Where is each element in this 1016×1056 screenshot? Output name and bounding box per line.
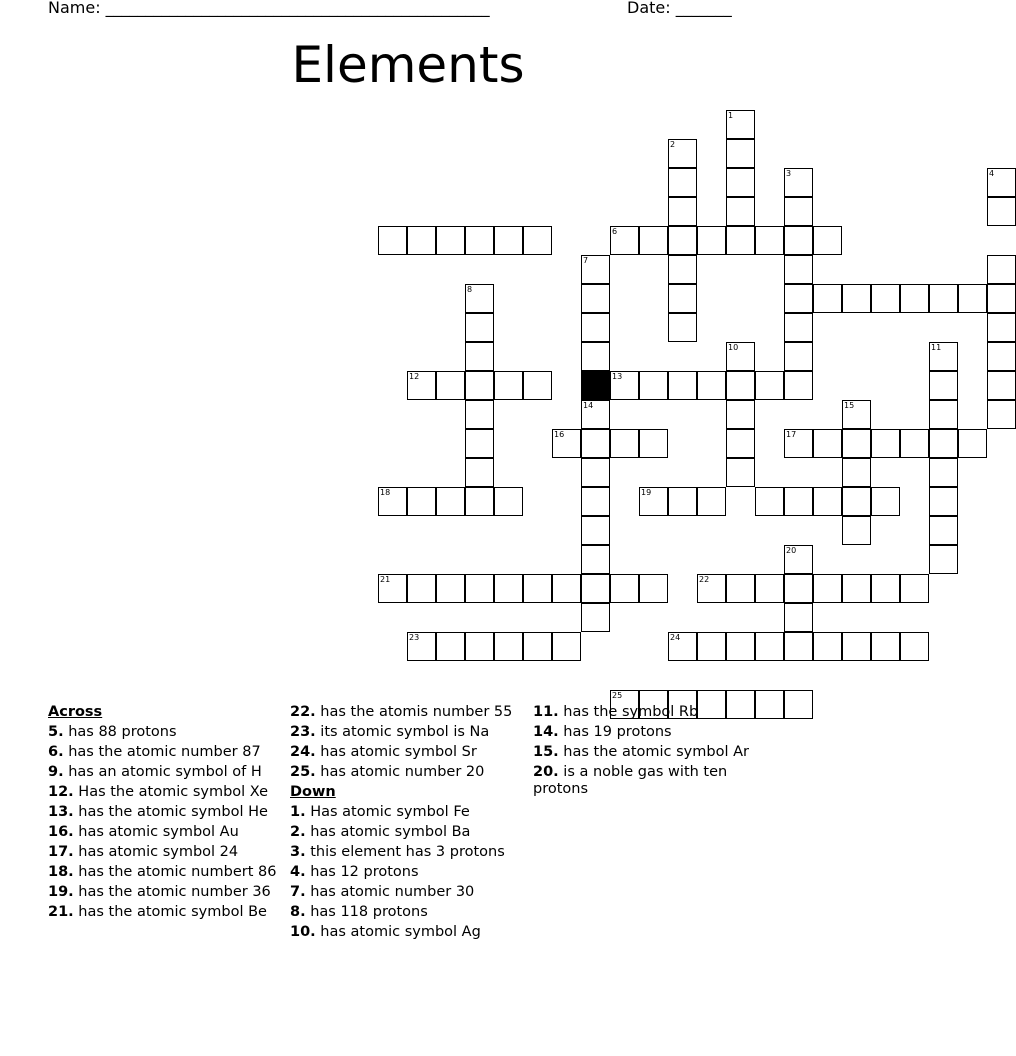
clue-item (533, 764, 773, 798)
clue-item-text: Has atomic symbol Fe (305, 804, 470, 820)
clue-item-number: 22. (290, 704, 316, 720)
clue-item-number: 7. (290, 884, 306, 900)
clue-item (48, 764, 280, 781)
grid-cell[interactable] (755, 226, 784, 255)
grid-cell[interactable] (639, 574, 668, 603)
clue-item-text: has an atomic symbol of H (63, 764, 262, 780)
grid-cell[interactable] (726, 226, 755, 255)
clue-item-text: has 19 protons (558, 724, 672, 740)
grid-cell[interactable] (929, 487, 958, 516)
grid-cell[interactable] (784, 574, 813, 603)
grid-cell[interactable] (987, 255, 1016, 284)
grid-cell[interactable] (813, 487, 842, 516)
clue-item-number: 25. (290, 764, 316, 780)
clues-column-2 (290, 701, 530, 941)
grid-cell[interactable] (871, 429, 900, 458)
clue-item-text: has the atomic symbol Ar (558, 744, 749, 760)
grid-cell[interactable] (987, 168, 1016, 197)
clue-item (533, 704, 773, 721)
clue-item-text: has the atomic number 36 (73, 884, 271, 900)
grid-cell[interactable] (407, 574, 436, 603)
grid-cell[interactable] (755, 487, 784, 516)
clue-item-text: has atomic symbol Sr (315, 744, 477, 760)
grid-cell[interactable] (581, 603, 610, 632)
clue-item-number: 11. (533, 704, 559, 720)
grid-cell[interactable] (378, 226, 407, 255)
grid-cell[interactable] (668, 632, 697, 661)
grid-cell[interactable] (697, 574, 726, 603)
grid-cell[interactable] (726, 168, 755, 197)
grid-cell[interactable] (581, 400, 610, 429)
grid-cell[interactable] (929, 429, 958, 458)
clue-item (48, 904, 280, 921)
name-field[interactable]: Name: ________________________________________________ (48, 0, 490, 17)
grid-cell[interactable] (494, 632, 523, 661)
grid-cell[interactable] (668, 284, 697, 313)
grid-cell[interactable] (813, 226, 842, 255)
grid-cell[interactable] (784, 226, 813, 255)
clue-number: 11 (931, 343, 942, 352)
clue-number: 22 (699, 575, 710, 584)
clue-item (290, 864, 530, 881)
clue-item-number: 2. (290, 824, 306, 840)
clue-item-text: is a noble gas with ten protons (533, 764, 728, 797)
grid-cell[interactable] (813, 429, 842, 458)
clue-item-number: 19. (48, 884, 74, 900)
grid-cell[interactable] (842, 487, 871, 516)
clue-item-number: 3. (290, 844, 306, 860)
grid-cell[interactable] (929, 458, 958, 487)
clue-item-number: 16. (48, 824, 74, 840)
grid-cell[interactable] (784, 545, 813, 574)
clue-number: 8 (467, 285, 473, 294)
clue-item-text: has the atomic symbol He (73, 804, 268, 820)
clue-item-text: has 88 protons (63, 724, 177, 740)
grid-cell[interactable] (639, 487, 668, 516)
grid-cell[interactable] (581, 487, 610, 516)
grid-cell[interactable] (784, 603, 813, 632)
clue-item (290, 844, 530, 861)
clue-item (290, 724, 530, 741)
clue-item-number: 24. (290, 744, 316, 760)
grid-cell[interactable] (581, 342, 610, 371)
clue-number: 6 (612, 227, 618, 236)
grid-cell[interactable] (900, 574, 929, 603)
clue-item-text: has atomic symbol Au (73, 824, 239, 840)
grid-cell[interactable] (639, 371, 668, 400)
grid-cell[interactable] (726, 197, 755, 226)
grid-cell[interactable] (465, 574, 494, 603)
clue-item-number: 23. (290, 724, 316, 740)
grid-cell[interactable] (465, 371, 494, 400)
clue-number: 12 (409, 372, 420, 381)
grid-cell[interactable] (755, 632, 784, 661)
grid-cell[interactable] (610, 226, 639, 255)
grid-cell[interactable] (552, 429, 581, 458)
clue-item-number: 1. (290, 804, 306, 820)
clue-item (48, 864, 280, 881)
clue-item-text: has the atomis number 55 (315, 704, 513, 720)
grid-cell[interactable] (726, 574, 755, 603)
grid-cell[interactable] (813, 284, 842, 313)
clue-item (290, 924, 530, 941)
grid-cell[interactable] (465, 458, 494, 487)
page-title: Elements (291, 36, 525, 94)
grid-cell[interactable] (581, 255, 610, 284)
grid-cell[interactable] (465, 429, 494, 458)
grid-cell[interactable] (668, 255, 697, 284)
grid-cell[interactable] (436, 632, 465, 661)
grid-cell[interactable] (958, 429, 987, 458)
clue-item-text: has the atomic numbert 86 (73, 864, 277, 880)
clues-column-1 (48, 701, 280, 921)
grid-cell[interactable] (900, 284, 929, 313)
grid-cell[interactable] (813, 574, 842, 603)
grid-cell[interactable] (378, 574, 407, 603)
grid-cell[interactable] (697, 487, 726, 516)
grid-cell[interactable] (581, 429, 610, 458)
grid-cell[interactable] (465, 313, 494, 342)
clue-item-text: has the symbol Rb (558, 704, 699, 720)
clue-item-number: 13. (48, 804, 74, 820)
grid-cell[interactable] (842, 574, 871, 603)
grid-cell[interactable] (987, 371, 1016, 400)
grid-cell[interactable] (581, 284, 610, 313)
grid-cell[interactable] (784, 255, 813, 284)
grid-cell[interactable] (784, 632, 813, 661)
clue-item (48, 884, 280, 901)
clue-item-text: has 118 protons (305, 904, 428, 920)
clue-item (48, 844, 280, 861)
clue-number: 15 (844, 401, 855, 410)
grid-cell[interactable] (929, 516, 958, 545)
clue-item-number: 10. (290, 924, 316, 940)
grid-cell[interactable] (929, 342, 958, 371)
grid-cell[interactable] (755, 574, 784, 603)
clue-section-heading: Across (48, 704, 103, 720)
grid-cell[interactable] (523, 574, 552, 603)
clue-number: 4 (989, 169, 995, 178)
clue-number: 18 (380, 488, 391, 497)
grid-cell[interactable] (465, 342, 494, 371)
clue-number: 7 (583, 256, 589, 265)
grid-cell[interactable] (581, 516, 610, 545)
clue-item-text: Has the atomic symbol Xe (73, 784, 269, 800)
clue-item (48, 744, 280, 761)
grid-cell[interactable] (842, 284, 871, 313)
grid-cell[interactable] (697, 632, 726, 661)
grid-cell[interactable] (668, 168, 697, 197)
clue-item (290, 904, 530, 921)
clue-number: 25 (612, 691, 623, 700)
grid-cell[interactable] (813, 632, 842, 661)
grid-cell[interactable] (755, 371, 784, 400)
clue-item-text: has the atomic symbol Be (73, 904, 267, 920)
clue-number: 1 (728, 111, 734, 120)
clue-item-text: has atomic symbol Ag (315, 924, 481, 940)
clue-item (290, 824, 530, 841)
grid-cell[interactable] (552, 632, 581, 661)
grid-cell[interactable] (465, 284, 494, 313)
grid-cell[interactable] (987, 342, 1016, 371)
grid-cell[interactable] (784, 313, 813, 342)
grid-cell[interactable] (726, 139, 755, 168)
grid-cell[interactable] (465, 400, 494, 429)
grid-cell[interactable] (668, 313, 697, 342)
clue-item (533, 744, 773, 761)
clue-item (290, 884, 530, 901)
grid-cell[interactable] (987, 400, 1016, 429)
grid-cell[interactable] (436, 371, 465, 400)
grid-cell[interactable] (726, 400, 755, 429)
grid-cell[interactable] (668, 139, 697, 168)
grid-cell[interactable] (987, 284, 1016, 313)
clue-item (48, 724, 280, 741)
grid-cell[interactable] (784, 168, 813, 197)
grid-cell[interactable] (900, 632, 929, 661)
grid-cell[interactable] (697, 371, 726, 400)
grid-cell[interactable] (929, 371, 958, 400)
grid-cell[interactable] (407, 226, 436, 255)
grid-cell[interactable] (639, 429, 668, 458)
grid-cell[interactable] (407, 371, 436, 400)
grid-cell[interactable] (929, 284, 958, 313)
clue-item-number: 15. (533, 744, 559, 760)
clue-item-text: has 12 protons (305, 864, 419, 880)
grid-cell[interactable] (842, 429, 871, 458)
clue-number: 20 (786, 546, 797, 555)
grid-cell[interactable] (842, 400, 871, 429)
clue-item-text: has atomic symbol 24 (73, 844, 239, 860)
clue-item-number: 20. (533, 764, 559, 780)
clue-number: 2 (670, 140, 676, 149)
date-field[interactable]: Date: _______ (627, 0, 732, 17)
grid-cell[interactable] (726, 632, 755, 661)
clue-item (290, 744, 530, 761)
grid-cell[interactable] (494, 226, 523, 255)
clue-number: 13 (612, 372, 623, 381)
grid-cell[interactable] (552, 574, 581, 603)
clue-item-text: has the atomic number 87 (63, 744, 261, 760)
grid-cell[interactable] (407, 632, 436, 661)
grid-cell[interactable] (726, 342, 755, 371)
grid-cell[interactable] (726, 110, 755, 139)
clue-item-text: has atomic number 20 (315, 764, 485, 780)
grid-cell[interactable] (871, 284, 900, 313)
grid-cell[interactable] (581, 545, 610, 574)
clue-item-number: 18. (48, 864, 74, 880)
clue-item (290, 704, 530, 721)
grid-cell[interactable] (784, 371, 813, 400)
grid-cell[interactable] (494, 574, 523, 603)
grid-cell[interactable] (842, 632, 871, 661)
clue-item (48, 824, 280, 841)
grid-cell[interactable] (784, 690, 813, 719)
grid-cell[interactable] (784, 487, 813, 516)
clue-item-text: has atomic number 30 (305, 884, 475, 900)
clue-item (48, 784, 280, 801)
grid-cell[interactable] (523, 371, 552, 400)
clue-item-number: 21. (48, 904, 74, 920)
grid-cell[interactable] (929, 400, 958, 429)
clue-number: 23 (409, 633, 420, 642)
clue-number: 21 (380, 575, 391, 584)
grid-cell[interactable] (784, 197, 813, 226)
grid-cell[interactable] (871, 487, 900, 516)
clue-item-number: 12. (48, 784, 74, 800)
clue-item-number: 6. (48, 744, 64, 760)
grid-cell[interactable] (987, 313, 1016, 342)
grid-cell[interactable] (668, 487, 697, 516)
grid-cell[interactable] (465, 226, 494, 255)
grid-cell[interactable] (784, 429, 813, 458)
clue-number: 19 (641, 488, 652, 497)
grid-cell[interactable] (581, 574, 610, 603)
clue-item-number: 4. (290, 864, 306, 880)
grid-cell[interactable] (871, 632, 900, 661)
clue-item-number: 9. (48, 764, 64, 780)
grid-cell[interactable] (668, 226, 697, 255)
clue-number: 3 (786, 169, 792, 178)
clue-number: 10 (728, 343, 739, 352)
grid-cell[interactable] (697, 226, 726, 255)
grid-cell[interactable] (726, 371, 755, 400)
grid-cell[interactable] (900, 429, 929, 458)
clue-number: 17 (786, 430, 797, 439)
grid-cell[interactable] (465, 632, 494, 661)
grid-cell[interactable] (871, 574, 900, 603)
grid-cell[interactable] (407, 487, 436, 516)
grid-cell[interactable] (494, 371, 523, 400)
grid-cell[interactable] (523, 226, 552, 255)
clues-column-3 (533, 701, 773, 798)
grid-cell[interactable] (610, 371, 639, 400)
grid-cell[interactable] (958, 284, 987, 313)
grid-cell[interactable] (668, 197, 697, 226)
clue-item-text: its atomic symbol is Na (315, 724, 490, 740)
grid-cell[interactable] (668, 371, 697, 400)
clue-item-number: 14. (533, 724, 559, 740)
clue-number: 24 (670, 633, 681, 642)
clue-item-number: 17. (48, 844, 74, 860)
clue-item (290, 804, 530, 821)
grid-cell[interactable] (581, 458, 610, 487)
clue-item (290, 764, 530, 781)
clue-item (533, 724, 773, 741)
grid-cell[interactable] (378, 487, 407, 516)
grid-cell[interactable] (436, 487, 465, 516)
clue-item (48, 804, 280, 821)
grid-cell[interactable] (639, 226, 668, 255)
grid-cell[interactable] (436, 574, 465, 603)
clue-item-text: this element has 3 protons (305, 844, 505, 860)
clue-number: 16 (554, 430, 565, 439)
grid-cell[interactable] (726, 429, 755, 458)
clue-number: 14 (583, 401, 594, 410)
clue-section-heading: Down (290, 784, 336, 800)
grid-cell[interactable] (987, 197, 1016, 226)
grid-cell[interactable] (610, 574, 639, 603)
grid-cell[interactable] (842, 516, 871, 545)
clue-item-number: 8. (290, 904, 306, 920)
grid-cell[interactable] (581, 313, 610, 342)
grid-cell[interactable] (494, 487, 523, 516)
grid-cell[interactable] (929, 545, 958, 574)
grid-cell[interactable] (523, 632, 552, 661)
grid-cell[interactable] (610, 429, 639, 458)
grid-cell[interactable] (465, 487, 494, 516)
grid-cell[interactable] (784, 284, 813, 313)
grid-cell[interactable] (436, 226, 465, 255)
clue-item-text: has atomic symbol Ba (305, 824, 471, 840)
grid-cell[interactable] (842, 458, 871, 487)
grid-cell[interactable] (726, 458, 755, 487)
clue-item-number: 5. (48, 724, 64, 740)
grid-cell[interactable] (784, 342, 813, 371)
black-square (581, 371, 610, 400)
